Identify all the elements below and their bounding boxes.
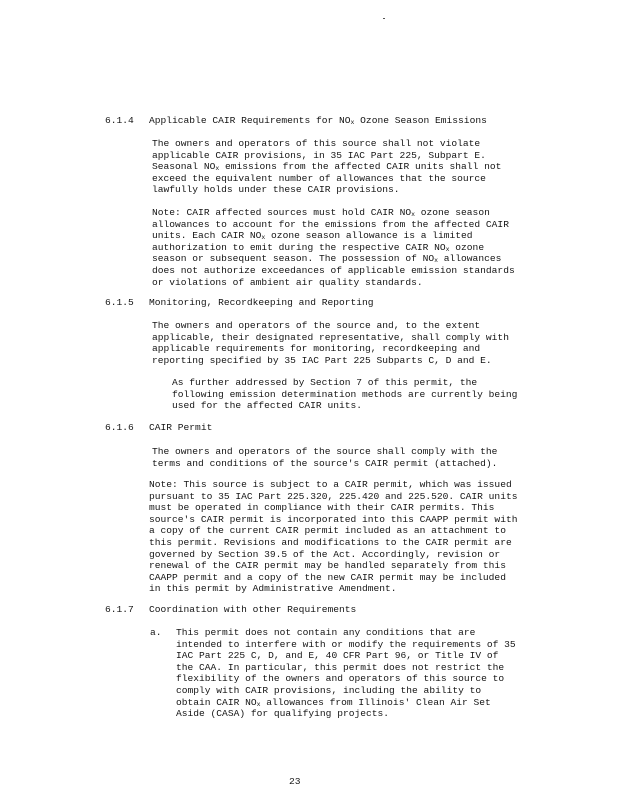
section-heading-6-1-4 bbox=[105, 115, 487, 127]
section-6-1-6-paragraph-1: The owners and operators of the source shall comply with the terms and conditions of the source's CAIR permit (attached). bbox=[152, 446, 498, 469]
section-number: 6.1.4 bbox=[105, 115, 134, 126]
section-heading-6-1-6 bbox=[105, 422, 212, 434]
section-heading-6-1-7 bbox=[105, 604, 356, 616]
section-6-1-5-paragraph-2: As further addressed by Section 7 of this permit, the following emission determination methods are currently being used for the affected CAIR units. bbox=[172, 377, 518, 412]
list-item-text: This permit does not contain any conditions that are intended to interfere with or modify the requirements of 35 IAC Part 225 C, D, and E, 40 CFR Part 96, or Title IV of the CAA. In particular, this permit does not restrict the flexibility of the owners and operators of this source to comply with CAIR provisions, including the ability to obtain CAIR $NO_x$ allowances from Illinois' Clean Air Set Aside (CASA) for qualifying projects. bbox=[176, 627, 516, 720]
section-number: 6.1.7 bbox=[105, 604, 134, 615]
page-number: 23 bbox=[289, 776, 301, 787]
section-title: Applicable CAIR Requirements for $NO_x$ Ozone Season Emissions bbox=[149, 115, 487, 126]
section-title: CAIR Permit bbox=[149, 422, 213, 433]
scan-speck bbox=[383, 18, 385, 19]
section-6-1-5-paragraph-1: The owners and operators of the source and, to the extent applicable, their designated representative, shall comply with applicable requirements for monitoring, recordkeeping and reporting specified by 35 IAC Part 225 Subparts C, D and E. bbox=[152, 320, 509, 366]
section-number: 6.1.6 bbox=[105, 422, 134, 433]
list-item-label: a. bbox=[150, 627, 162, 638]
section-number: 6.1.5 bbox=[105, 297, 134, 308]
section-heading-6-1-5 bbox=[105, 297, 374, 309]
section-6-1-6-note: Note: This source is subject to a CAIR permit, which was issued pursuant to 35 IAC Part 225.320, 225.420 and 225.520. CAIR units must be operated in compliance with their CAIR permits. This source's CAIR permit is incorporated into this CAAPP permit with a copy of the current CAIR permit included as an attachment to this permit. Revisions and modifications to the CAIR permit are governed by Section 39.5 of the Act. Accordingly, revision or renewal of the CAIR permit may be handled separately from this CAAPP permit and a copy of the new CAIR permit may be included in this permit by Administrative Amendment. bbox=[149, 479, 518, 595]
section-title: Coordination with other Requirements bbox=[149, 604, 357, 615]
section-title: Monitoring, Recordkeeping and Reporting bbox=[149, 297, 374, 308]
section-6-1-4-paragraph-1: The owners and operators of this source shall not violate applicable CAIR provisions, in 35 IAC Part 225, Subpart E. Seasonal $NO_x$ emissions from the affected CAIR units shall not exceed the equivalent number of allowances that the source lawfully holds under these CAIR provisions. bbox=[152, 138, 502, 196]
section-6-1-4-note: Note: CAIR affected sources must hold CAIR $NO_x$ ozone season allowances to account for the emissions from the affected CAIR units. Each CAIR $NO_x$ ozone season allowance is a limited authorization to emit during the respective CAIR $NO_x$ ozone season or subsequent season. The possession of $NO_x$ allowances does not authorize exceedances of applicable emission standards or violations of ambient air quality standards. bbox=[152, 207, 515, 288]
